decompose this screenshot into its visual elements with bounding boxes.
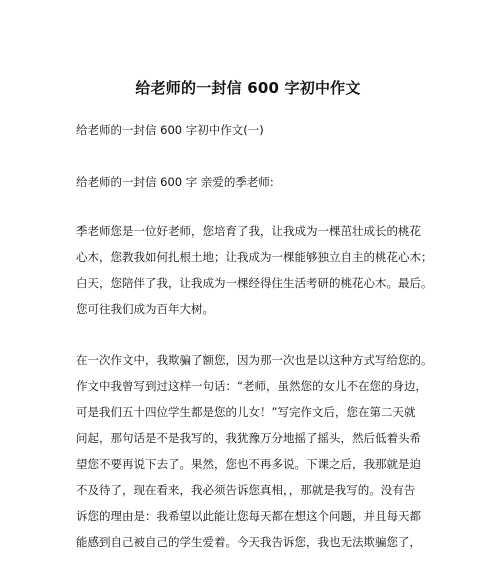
paragraph-line: 望您不要再说下去了。果然，您也不再多说。下课之后，我那就是迫 <box>76 457 421 471</box>
paragraph-line: 心木，您教我如何扎根土地；让我成为一棵能够独立自主的桃花心木； <box>76 250 432 264</box>
paragraph-line: 问起，那句话是不是我写的，我犹豫万分地摇了摇头，然后低着头希 <box>76 431 421 445</box>
paragraph-line: 可是我们五十四位学生都是您的儿女！”写完作文后，您在第二天就 <box>76 405 416 419</box>
paragraph-line: 您可往我们成为百年大树。 <box>76 302 214 316</box>
paragraph-line: 不及待了，现在看来，我必须告诉您真相，，那就是我写的。没有告 <box>76 483 416 497</box>
document-subtitle: 给老师的一封信 600 字初中作文(一) <box>76 123 264 137</box>
paragraph-line: 诉您的理由是：我希望以此能让您每天都在想这个问题，并且每天都 <box>76 509 421 523</box>
greeting-line: 给老师的一封信 600 字 亲爱的季老师: <box>76 175 274 189</box>
paragraph-line: 白天，您陪伴了我，让我成为一棵经得住生活考研的桃花心木。最后。 <box>76 276 432 290</box>
paragraph-line: 能感到自己被自己的学生爱着。今天我告诉您，我也无法欺骗您了， <box>76 535 421 549</box>
paragraph-line: 季老师您是一位好老师，您培育了我，让我成为一棵茁壮成长的桃花 <box>76 224 421 238</box>
paragraph-line: 在一次作文中，我欺骗了额您，因为那一次也是以这种方式写给您的。 <box>76 353 432 367</box>
paragraph-line: 作文中我曾写到过这样一句话：“老师，虽然您的女儿不在您的身边， <box>76 379 427 393</box>
document-title: 给老师的一封信 600 字初中作文 <box>135 79 361 97</box>
